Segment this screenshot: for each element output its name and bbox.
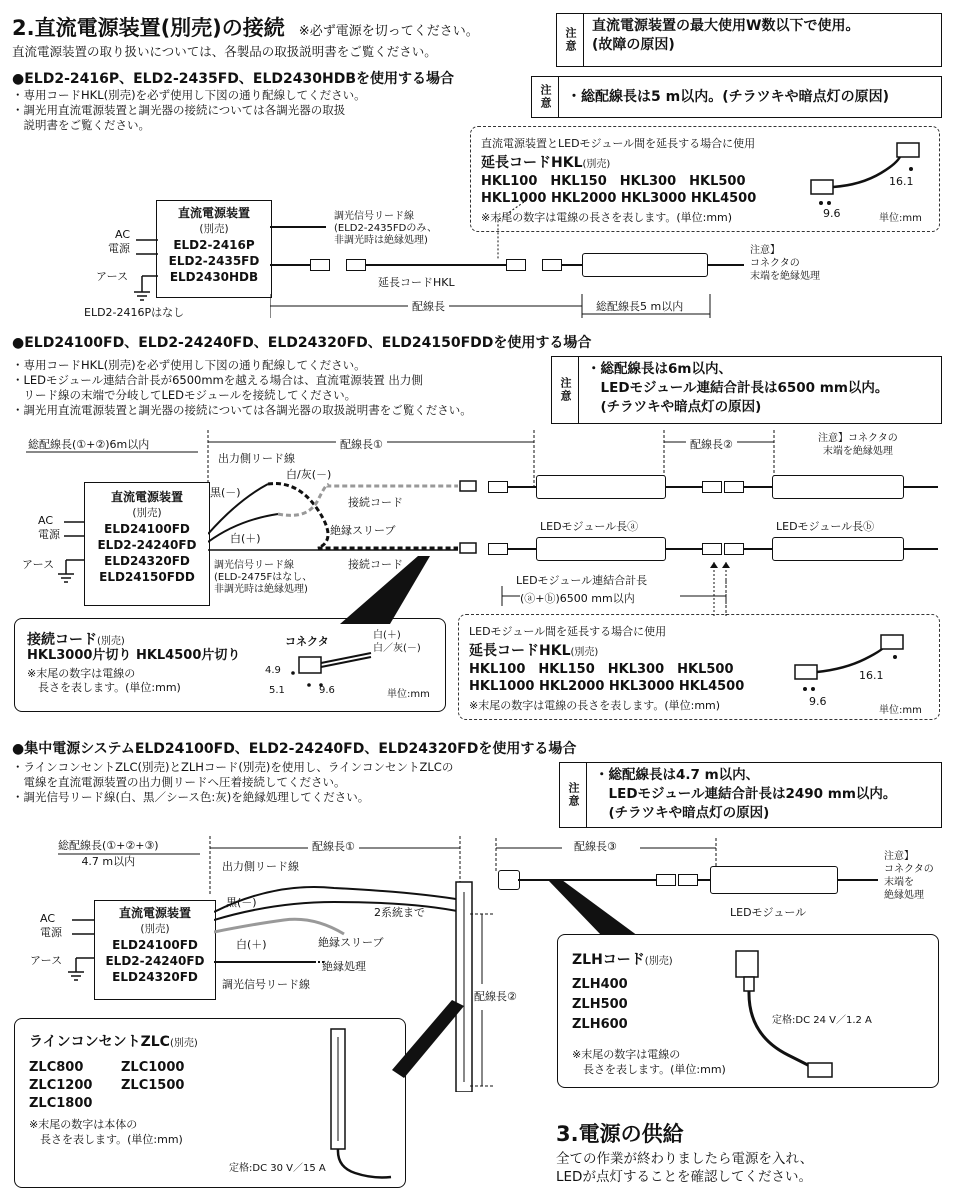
zlh-note [572,1047,726,1077]
model-row [29,1059,184,1077]
page-title [12,12,479,42]
model: ZLC800 [29,1060,84,1075]
ext-name [469,640,598,660]
psu-model: ELD24100FD [112,938,198,952]
dim-9-6: 9.6 [823,207,841,220]
connector [724,543,744,555]
zlh-name [572,949,673,969]
zlh-note-line: 長さを表します。(単位:mm) [572,1063,726,1076]
model: ZLC1800 [29,1096,93,1111]
callout-line-1 [468,200,528,264]
notice-line: (チラツキや暗点灯の原因) [595,805,770,821]
zlc-note-line: 長さを表します。(単位:mm) [29,1133,183,1146]
earth-label: アース [30,954,63,967]
dim-value: 9.6 [319,685,335,696]
sum-length-label: LEDモジュール連結合計長 [516,574,648,587]
power-line: LEDが点灯することを確認してください。 [556,1169,812,1185]
unit: 単位:mm [387,689,430,700]
ext-arrows-2 [700,560,740,618]
dim-16: 16.1 [889,175,914,188]
section1-bullets [12,88,366,133]
psu-model: ELD2-2416P [173,238,255,252]
two-systems-label: 2系統まで [374,906,425,919]
wire-label: 白／灰(－) [373,643,421,654]
dim-lead-wire [270,226,326,228]
ext-models [469,661,744,695]
sleeve-label: 絶縁スリーブ [318,936,384,949]
section3-heading: ●集中電源システムELD24100FD、ELD2-24240FD、ELD24320FDを使用する場合 [12,741,577,757]
led-module-b2 [772,537,904,561]
end-note-line: コネクタの [750,258,800,269]
zlc-models [29,1059,184,1113]
zlc-name-text: ラインコンセントZLC [29,1034,170,1050]
notice-line: (故障の原因) [592,37,675,53]
zlc-sold: (別売) [169,1038,198,1049]
white-label: 白(＋) [236,938,267,951]
zlc-name [29,1031,198,1051]
connection-cord-box [14,618,446,712]
dim-lead-line: 調光信号リード線 [214,560,294,571]
connector [346,259,366,271]
led-module-a1 [536,475,666,499]
zlc-illustration [315,1027,395,1183]
output-lead-label: 出力側リード線 [222,860,299,873]
cord-wires [373,629,421,655]
model: ZLC1500 [121,1078,185,1093]
earth-lines-1 [120,236,160,306]
model-row: ZLH500 [572,997,628,1012]
ext-name-text: 延長コードHKL [469,643,571,659]
wiring-length-2: 配線長② [686,436,737,452]
notice-line: LEDモジュール連結合計長は6500 mm以内。 [587,380,889,396]
module-end-wire [838,879,878,881]
model-row: ZLH400 [572,977,628,992]
power-text [556,1150,813,1186]
module-wire [744,486,772,488]
cord-note-line: 長さを表します。(単位:mm) [27,681,181,694]
total-line: 4.7 m以内 [81,855,136,868]
notice-section3 [559,762,942,828]
notice-label: 注意 [532,77,559,117]
dim-lead-note-2 [214,560,312,596]
cord-note [27,667,181,695]
connection-cord-label: 接続コード [348,558,403,571]
psu-label: 直流電源装置 [110,490,183,504]
notice-line: (チラツキや暗点灯の原因) [587,399,762,415]
dim-line-vertical [468,910,498,1090]
module-wire [666,486,702,488]
ext-sold: (別売) [582,159,611,170]
black-label: 黒(－) [210,486,241,499]
ac-power-3 [40,912,62,940]
intro-text: 直流電源装置の取り扱いについては、各製品の取扱説明書をご覧ください。 [12,44,437,59]
insulation-label: 絶縁処理 [322,960,366,973]
model-row [29,1077,184,1095]
zlh-cord-box [557,934,939,1088]
end-note-line: 末端を絶縁処理 [822,446,893,457]
wiring-diagram-2 [208,470,488,560]
bullet: ・ラインコンセントZLC(別売)とZLHコード(別売)を使用し、ラインコンセントZLCの [12,760,454,774]
psu-sold: (別売) [199,223,229,235]
wiring-length: 配線長 [408,298,449,314]
end-note-line: 注意】 [750,245,780,256]
psu-model: ELD24320FD [104,554,190,568]
cord-models: HKL3000片切り HKL4500片切り [27,648,241,663]
connection-cord-label: 接続コード [348,496,403,509]
zlh-name-text: ZLHコード [572,952,645,968]
notice-line: LEDモジュール連結合計長は2490 mm以内。 [595,786,897,802]
ac-label: AC [40,912,56,925]
connector [724,481,744,493]
dim-lead-line: 調光信号リード線 [334,211,414,222]
psu-label: 直流電源装置 [177,206,250,220]
dim-value: 5.1 [269,685,285,696]
dim-lead-line: 非調光時は絶縁処理) [334,235,428,246]
white-label: 白(＋) [230,532,261,545]
connector [702,543,722,555]
output-lead-label: 出力側リード線 [218,452,295,465]
hkl-wire [366,264,508,266]
dim-lead-label: 調光信号リード線 [222,978,310,991]
power-title: 3.電源の供給 [556,1122,684,1146]
wiring-length-1: 配線長① [308,838,359,854]
model-row [29,1095,184,1113]
bullet: ・LEDモジュール連結合計長が6500mmを越える場合は、直流電源装置 出力側 [12,373,423,387]
dim-value: 4.9 [265,665,281,676]
total-length: 総配線長5 m以内 [596,300,684,313]
psu-sold: (別売) [140,923,170,935]
notice-label: 注意 [552,357,579,423]
total-line: 総配線長(①+②+③) [58,839,159,852]
notice-line: ・総配線長は4.7 m以内、 [595,767,760,783]
hkl-label: 延長コードHKL [378,276,455,289]
connector [656,874,676,886]
cord-note-line: ※末尾の数字は電線の [27,667,136,680]
psu-model: ELD24100FD [104,522,190,536]
notice-line: ・総配線長は6m以内、 [587,361,732,377]
dim-lead-note-1 [334,211,437,247]
psu-model: ELD2-2435FD [168,254,260,268]
black-label: 黒(－) [226,896,257,909]
zlc-outlet-box [14,1018,406,1188]
earth-lines-2 [52,518,86,584]
sum-length-value: (ⓐ+ⓑ)6500 mm以内 [520,592,635,605]
output-wire [270,264,310,266]
model: ZLC1200 [29,1078,93,1093]
model-row: ZLH600 [572,1017,628,1032]
connector [488,543,508,555]
end-note-line: 注意】コネクタの [818,433,898,444]
ext-usage: 直流電源装置とLEDモジュール間を延長する場合に使用 [481,137,756,150]
ext-usage: LEDモジュール間を延長する場合に使用 [469,625,667,638]
model-row: HKL1000 HKL2000 HKL3000 HKL4500 [469,679,745,694]
cord-name [27,629,125,649]
psu-box-2 [84,482,210,606]
wire-label: 白(＋) [373,630,401,641]
sleeve-label: 絶縁スリーブ [330,524,396,537]
notice-line: 直流電源装置の最大使用W数以下で使用。 [592,18,860,34]
connector [310,259,330,271]
end-note-line: 末端を [884,877,914,888]
model-row: HKL1000 HKL2000 HKL3000 HKL4500 [481,191,757,206]
section3-bullets [12,760,453,805]
zlh-sold: (別売) [644,956,673,967]
section1-heading: ●ELD2-2416P、ELD2-2435FD、ELD2430HDBを使用する場合 [12,71,454,87]
psu-model: ELD24150FDD [99,570,195,584]
power-line: 全ての作業が終わりましたら電源を入れ、 [556,1151,814,1167]
notice-section2 [551,356,942,424]
notice-line: ・総配線長は5 m以内。(チラツキや暗点灯の原因) [567,88,889,105]
zlh-models [572,975,628,1035]
dim-lead-line: (ELD2-2435FDのみ、 [334,223,437,234]
ac-label: 電源 [108,242,130,255]
module-end-wire [904,486,938,488]
total-length-2: 総配線長(①+②)6m以内 [28,438,150,451]
title-text: 2.直流電源装置(別売)の接続 [12,16,285,40]
earth-note: ELD2-2416Pはなし [84,306,185,319]
wiring-length-3: 配線長③ [574,840,617,853]
led-length-a: LEDモジュール長ⓐ [540,520,639,533]
white-gray-label: 白/灰(－) [286,468,332,481]
dim-lead-line: 非調光時は絶縁処理) [214,584,308,595]
ext-name-text: 延長コードHKL [481,155,583,171]
bullet: リード線の末端で分岐してLEDモジュールを接続してください。 [12,388,357,402]
callout-wedge-2 [300,556,440,626]
model: ZLC1000 [121,1060,185,1075]
section2-heading: ●ELD24100FD、ELD2-24240FD、ELD24320FD、ELD24150FDDを使用する場合 [12,335,592,351]
dim-9-6: 9.6 [809,695,827,708]
connector [678,874,698,886]
module-wire [698,879,710,881]
led-module-a2 [536,537,666,561]
module-end-wire [708,264,744,266]
earth-label: アース [96,270,129,283]
connector [488,481,508,493]
bullet: 説明書をご覧ください。 [12,118,150,132]
earth-lines-3 [60,916,96,982]
psu-box-1 [156,200,272,298]
bullet: 電線を直流電源装置の出力側リードへ圧着接続してください。 [12,775,346,789]
end-note-line: コネクタの [884,864,934,875]
ac-label: AC [38,514,54,527]
end-note-2 [818,432,898,458]
zlh-rating: 定格:DC 24 V／1.2 A [772,1015,872,1026]
module-wire [562,264,582,266]
connector [702,481,722,493]
cord-sold: (別売) [97,636,125,647]
model-row: HKL100 HKL150 HKL300 HKL500 [469,662,734,677]
wiring-length-1: 配線長① [336,436,387,452]
ext-name [481,152,610,172]
ac-label: AC [114,228,130,241]
title-note: ※必ず電源を切ってください。 [298,24,479,39]
connector [542,259,562,271]
bullet: ・専用コードHKL(別売)を必ず使用し下図の通り配線してください。 [12,88,366,102]
led-module-3 [710,866,838,894]
section2-bullets [12,358,472,418]
end-note-line: 末端を絶縁処理 [750,271,820,282]
zlh-illustration [728,945,848,1085]
bullet: ・調光用直流電源装置と調光器の接続については各調光器の取扱説明書をご覧ください。 [12,403,472,417]
callout-wedge-zlh [540,880,650,940]
zlc-rating: 定格:DC 30 V／15 A [229,1163,326,1174]
led-length-b: LEDモジュール長ⓑ [776,520,875,533]
ext-sold: (別売) [570,647,599,658]
ac-label: 電源 [40,926,62,939]
connector-label: コネクタ [285,635,329,648]
ext-note: ※末尾の数字は電線の長さを表します。(単位:mm) [481,211,733,224]
callout-wedge-zlc [390,1000,470,1080]
psu-model: ELD2-24240FD [97,538,197,552]
ext-cord-box-2 [458,614,940,720]
unit: 単位:mm [879,213,922,224]
end-note-line: 絶縁処理 [884,890,924,901]
cord-name-text: 接続コード [27,632,97,648]
end-note-line: 注意】 [884,851,914,862]
ac-label: 電源 [38,528,60,541]
module-wire [508,548,536,550]
notice-label: 注意 [557,14,584,66]
zlc-note [29,1117,183,1147]
end-note-1 [750,244,820,283]
bullet: ・調光信号リード線(白、黒／シース色:灰)を絶縁処理してください。 [12,790,370,804]
psu-model: ELD24320FD [112,970,198,984]
module-wire [666,548,702,550]
dim-lead-line: (ELD-2475Fはなし、 [214,572,313,583]
end-note-3 [884,850,934,902]
module-wire [744,548,772,550]
ext-note: ※末尾の数字は電線の長さを表します。(単位:mm) [469,699,721,712]
bullet: ・専用コードHKL(別売)を必ず使用し下図の通り配線してください。 [12,358,366,372]
notice-label: 注意 [560,763,587,827]
led-module [582,253,708,277]
led-module-b1 [772,475,904,499]
zlh-note-line: ※末尾の数字は電線の [572,1048,681,1061]
psu-model: ELD2-24240FD [105,954,205,968]
psu-label: 直流電源装置 [118,906,191,920]
psu-model: ELD2430HDB [169,270,259,284]
earth-label: アース [22,558,55,571]
psu-box-3 [94,900,216,1000]
module-wire [508,486,536,488]
model-row: HKL100 HKL150 HKL300 HKL500 [481,174,746,189]
led-module-label: LEDモジュール [730,906,807,919]
psu-sold: (別売) [132,507,162,519]
module-end-wire [904,548,938,550]
unit: 単位:mm [879,705,922,716]
zlh-plug [498,870,520,890]
wiring-length-2: 配線長② [474,990,517,1003]
bullet: ・調光用直流電源装置と調光器の接続については各調光器の取扱 [12,103,346,117]
zlc-note-line: ※末尾の数字は本体の [29,1118,138,1131]
notice-total-length [531,76,942,118]
dim-16: 16.1 [859,669,884,682]
notice-max-watt [556,13,942,67]
ext-cord-box-1 [470,126,940,232]
